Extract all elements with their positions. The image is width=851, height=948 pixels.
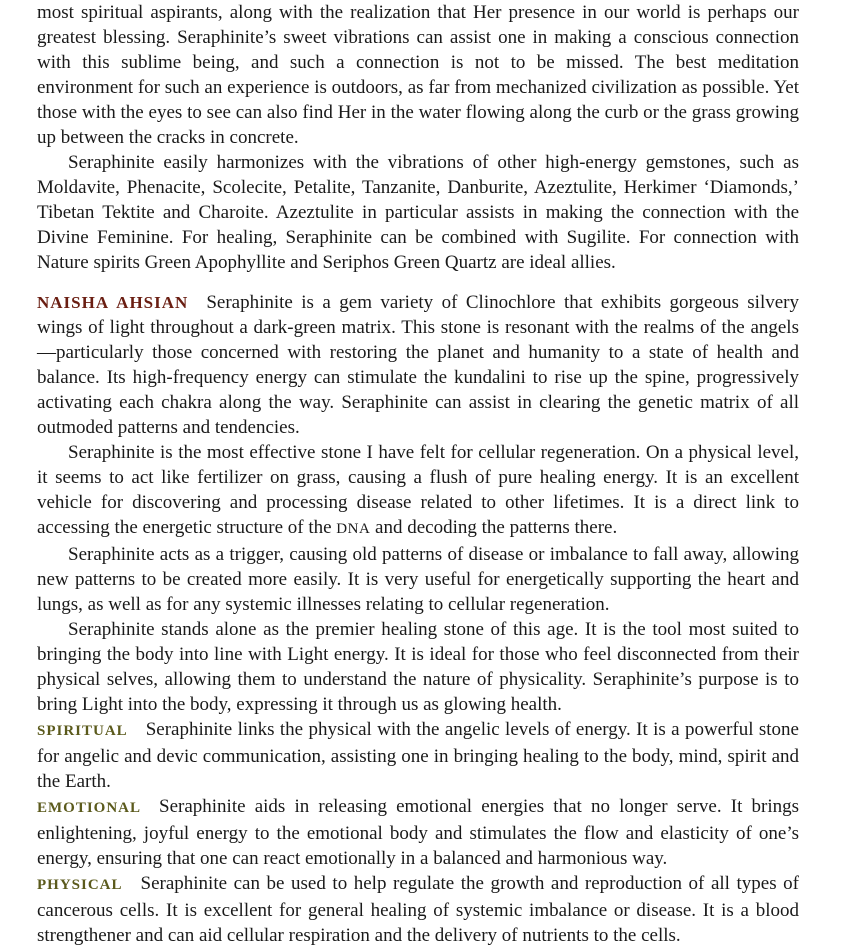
intro-paragraph-2: Seraphinite easily harmonizes with the vibrations of other high-energy gemstones, such as Moldavite, Phenacite, Scolecite, Petalite, Tanzanite, Danburite, Azeztulite, Herkimer ‘Diamonds,’ Tibetan Tektite and Charoite. Azeztulite in particular assists in making the connection with the Divine Feminine. For healing, Seraphinite can be combined with Sugilite. For connection with Nature spirits Green Apophyllite and Seriphos Green Quartz are ideal allies. bbox=[37, 152, 799, 273]
spiritual-text: Seraphinite links the physical with the angelic levels of energy. It is a powerful stone for angelic and devic communication, assisting one in bringing healing to the body, mind, spirit and the Earth. bbox=[37, 719, 799, 792]
naisha-paragraph-2-text-a: Seraphinite is the most effective stone I have felt for cellular regeneration. On a physical level, it seems to act like fertilizer on grass, causing a flush of pure healing energy. It is an excellent vehicle for discovering and processing disease related to other lifetimes. It is a direct link to accessing the energetic structure of the bbox=[37, 442, 799, 538]
emotional-heading: EMOTIONAL bbox=[37, 800, 142, 816]
naisha-paragraph-2 bbox=[37, 440, 799, 542]
emotional-text: Seraphinite aids in releasing emotional energies that no longer serve. It brings enlightening, joyful energy to the emotional body and stimulates the flow and elasticity of one’s energy, ensuring that one can react emotionally in a balanced and harmonious way. bbox=[37, 796, 799, 869]
naisha-paragraph-2-text-b: and decoding the patterns there. bbox=[375, 517, 618, 538]
intro-paragraph-1: most spiritual aspirants, along with the realization that Her presence in our world is perhaps our greatest blessing. Seraphinite’s sweet vibrations can assist one in making a conscious connection with this sublime being, and such a connection is not to be missed. The best meditation environment for such an experience is outdoors, as far from mechanized civilization as possible. Yet those with the eyes to see can also find Her in the water flowing along the curb or the grass growing up between the cracks in concrete. bbox=[37, 2, 799, 148]
dna-abbreviation: DNA bbox=[336, 521, 371, 537]
naisha-paragraph-1 bbox=[37, 290, 799, 440]
author-heading: NAISHA AHSIAN bbox=[37, 293, 189, 312]
physical-text: Seraphinite can be used to help regulate the growth and reproduction of all types of cancerous cells. It is excellent for general healing of systemic imbalance or disease. It is a blood strengthener and can aid cellular respiration and the delivery of nutrients to the cells. bbox=[37, 873, 799, 946]
naisha-paragraph-4: Seraphinite stands alone as the premier healing stone of this age. It is the tool most suited to bringing the body into line with Light energy. It is ideal for those who feel disconnected from their physical selves, allowing them to understand the nature of physicality. Seraphinite’s purpose is to bring Light into the body, expressing it through us as glowing health. bbox=[37, 619, 799, 715]
naisha-paragraph-3: Seraphinite acts as a trigger, causing old patterns of disease or imbalance to fall away, allowing new patterns to be created more easily. It is very useful for energetically supporting the heart and lungs, as well as for any systemic illnesses relating to cellular regeneration. bbox=[37, 544, 799, 615]
section-gap bbox=[37, 275, 799, 290]
physical-paragraph bbox=[37, 871, 799, 948]
book-page bbox=[37, 0, 799, 948]
physical-heading: PHYSICAL bbox=[37, 877, 123, 893]
spiritual-paragraph bbox=[37, 717, 799, 794]
naisha-paragraph-1-text: Seraphinite is a gem variety of Clinochlore that exhibits gorgeous silvery wings of light throughout a dark-green matrix. This stone is resonant with the realms of the angels—particularly those concerned with restoring the planet and humanity to a state of health and balance. Its high-frequency energy can stimulate the kundalini to rise up the spine, progressively activating each chakra along the way. Seraphinite can assist in clearing the genetic matrix of all outmoded patterns and tendencies. bbox=[37, 292, 799, 438]
spiritual-heading: SPIRITUAL bbox=[37, 723, 128, 739]
emotional-paragraph bbox=[37, 794, 799, 871]
